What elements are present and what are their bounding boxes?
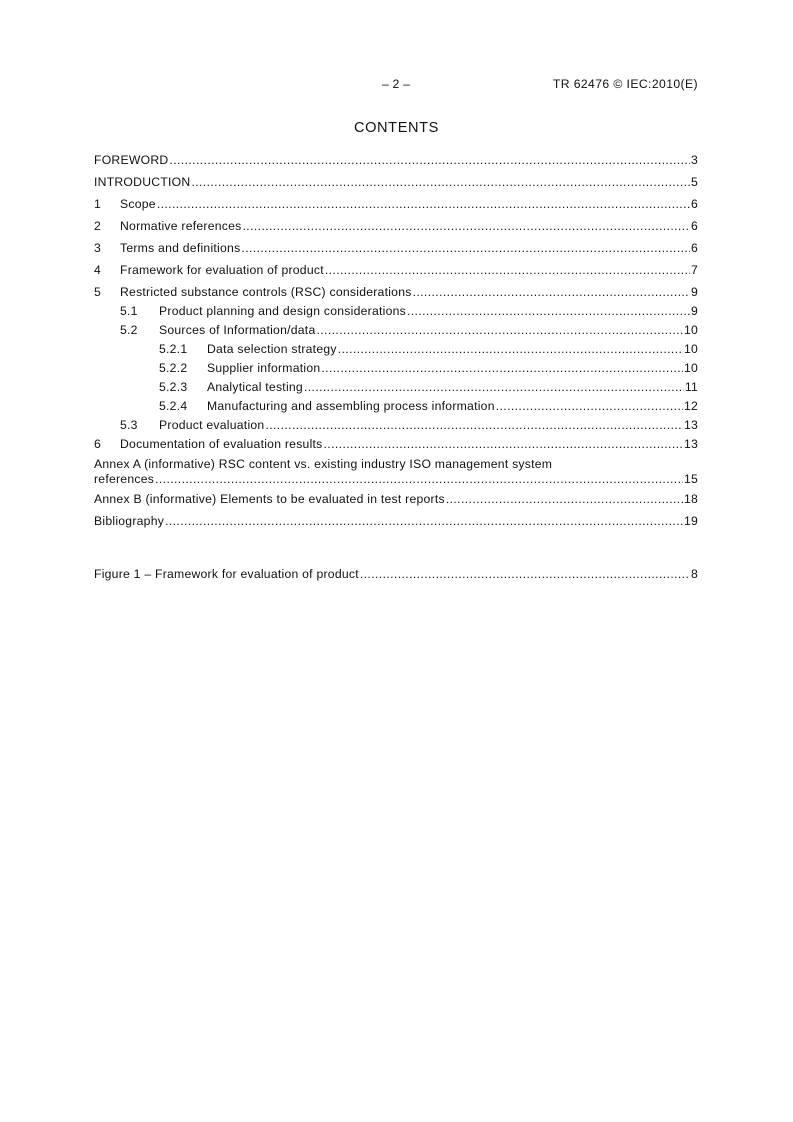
toc-entry-3[interactable]: [94, 239, 698, 258]
toc-entry-title: Manufacturing and assembling process information: [207, 399, 495, 413]
toc-entry-number: 5.2.3: [159, 380, 188, 394]
toc-entry-bibliography[interactable]: [94, 512, 698, 531]
toc-entry-number: 2: [94, 219, 102, 233]
toc-entry-page: 5: [690, 175, 698, 189]
toc-entry-5-1[interactable]: [94, 302, 698, 321]
toc-entry-title: INTRODUCTION: [94, 175, 191, 189]
dot-leader: [265, 416, 682, 435]
toc-entry-page: 9: [690, 285, 698, 299]
toc-entry-title: Product planning and design considerations: [159, 304, 406, 318]
toc-entry-page: 6: [690, 219, 698, 233]
dot-leader: [321, 359, 683, 378]
toc-entry-title: Bibliography: [94, 514, 165, 528]
dot-leader: [241, 239, 690, 258]
toc-entry-number: 6: [94, 437, 102, 451]
toc-entry-title: Annex A (informative) RSC content vs. existing industry ISO management system: [94, 457, 553, 471]
list-of-figures: [94, 565, 698, 584]
toc-entry-annex-a[interactable]: [94, 454, 698, 487]
toc-entry-foreword[interactable]: [94, 151, 698, 170]
toc-entry-page: 3: [690, 153, 698, 167]
toc-entry-number: 3: [94, 241, 102, 255]
dot-leader: [360, 565, 690, 584]
dot-leader: [169, 151, 690, 170]
toc-entry-page: 6: [690, 241, 698, 255]
dot-leader: [165, 512, 683, 531]
dot-leader: [338, 340, 683, 359]
toc-entry-5-2-4[interactable]: [94, 397, 698, 416]
dot-leader: [191, 173, 690, 192]
toc-entry-page: 10: [683, 361, 698, 375]
toc-entry-5[interactable]: [94, 283, 698, 302]
toc-entry-page: 13: [683, 418, 698, 432]
dot-leader: [407, 302, 690, 321]
toc-entry-title: Sources of Information/data: [159, 323, 316, 337]
toc-entry-5-2-3[interactable]: [94, 378, 698, 397]
contents-title: CONTENTS: [353, 120, 440, 136]
toc-entry-number: 5.2.2: [159, 361, 188, 375]
toc-entry-page: 18: [683, 492, 698, 506]
dot-leader: [155, 472, 683, 487]
toc-entry-annex-b[interactable]: [94, 490, 698, 509]
toc-entry-title: Scope: [120, 197, 156, 211]
toc-entry-number: 5.1: [120, 304, 138, 318]
toc-entry-page: 10: [683, 342, 698, 356]
dot-leader: [413, 283, 690, 302]
toc-entry-title: Annex B (informative) Elements to be evaluated in test reports: [94, 492, 445, 506]
toc-entry-number: 4: [94, 263, 102, 277]
dot-leader: [304, 378, 684, 397]
toc-entry-title: Framework for evaluation of product: [120, 263, 324, 277]
toc-entry-page: 13: [683, 437, 698, 451]
toc-entry-number: 5.3: [120, 418, 138, 432]
toc-entry-title: Terms and definitions: [120, 241, 241, 255]
table-of-contents: [94, 151, 698, 531]
toc-entry-page: 9: [690, 304, 698, 318]
figure-entry-1[interactable]: [94, 565, 698, 584]
dot-leader: [324, 435, 683, 454]
toc-entry-6[interactable]: [94, 435, 698, 454]
toc-entry-number: 5.2.4: [159, 399, 188, 413]
dot-leader: [325, 261, 690, 280]
dot-leader: [243, 217, 690, 236]
toc-entry-page: 7: [690, 263, 698, 277]
toc-entry-page: 10: [683, 323, 698, 337]
toc-entry-page: 15: [683, 472, 698, 486]
toc-entry-introduction[interactable]: [94, 173, 698, 192]
figure-entry-title: Figure 1 – Framework for evaluation of product: [94, 567, 359, 581]
toc-entry-title: Product evaluation: [159, 418, 265, 432]
toc-entry-title: Documentation of evaluation results: [120, 437, 323, 451]
toc-entry-5-2-2[interactable]: [94, 359, 698, 378]
dot-leader: [157, 195, 690, 214]
toc-entry-title-continued: references: [94, 472, 155, 486]
toc-entry-title: Supplier information: [207, 361, 321, 375]
toc-entry-page: 12: [683, 399, 698, 413]
toc-entry-number: 1: [94, 197, 102, 211]
toc-entry-number: 5: [94, 285, 102, 299]
figure-entry-page: 8: [690, 567, 698, 581]
toc-entry-title: Normative references: [120, 219, 242, 233]
dot-leader: [446, 490, 683, 509]
toc-entry-continuation: [94, 472, 698, 487]
toc-entry-title: Restricted substance controls (RSC) considerations: [120, 285, 412, 299]
toc-entry-page: 19: [683, 514, 698, 528]
page-number: – 2 –: [381, 77, 411, 91]
dot-leader: [316, 321, 682, 340]
toc-entry-page: 6: [690, 197, 698, 211]
toc-entry-number: 5.2: [120, 323, 138, 337]
dot-leader: [496, 397, 683, 416]
toc-entry-5-2-1[interactable]: [94, 340, 698, 359]
toc-entry-title: Analytical testing: [207, 380, 303, 394]
toc-entry-5-2[interactable]: [94, 321, 698, 340]
toc-entry-page: 11: [684, 380, 698, 394]
document-reference: TR 62476 © IEC:2010(E): [552, 77, 698, 91]
toc-entry-5-3[interactable]: [94, 416, 698, 435]
toc-entry-number: 5.2.1: [159, 342, 188, 356]
toc-entry-title: Data selection strategy: [207, 342, 337, 356]
toc-entry-title: FOREWORD: [94, 153, 169, 167]
toc-entry-2[interactable]: [94, 217, 698, 236]
toc-entry-1[interactable]: [94, 195, 698, 214]
toc-entry-4[interactable]: [94, 261, 698, 280]
